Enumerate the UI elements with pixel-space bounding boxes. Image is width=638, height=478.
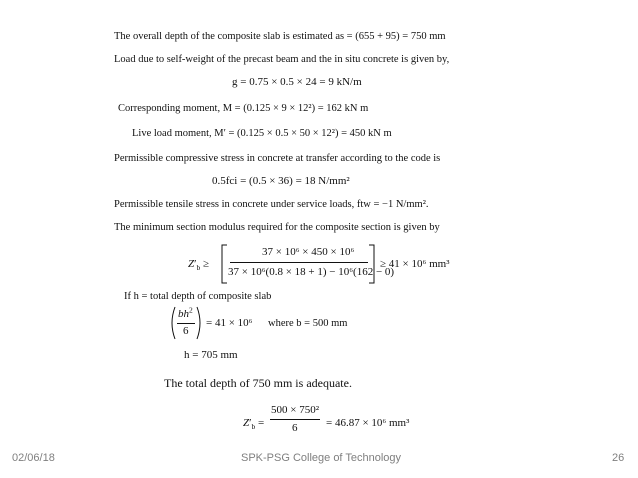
right-paren [196,306,204,340]
right-bracket [368,244,376,284]
zb-result: ≥ 41 × 10⁶ mm³ [380,258,450,270]
adequate-line: The total depth of 750 mm is adequate. [164,376,352,390]
left-bracket [220,244,228,284]
h-equation: h = 705 mm [184,349,238,361]
zb2-result: = 46.87 × 10⁶ mm³ [326,417,410,429]
permissible-compressive-line: Permissible compressive stress in concrete at transfer according to the code is [114,153,441,164]
footer-date: 02/06/18 [12,452,55,464]
footer-institution: SPK-PSG College of Technology [241,452,401,464]
depth-line: The overall depth of the composite slab is estimated as = (655 + 95) = 750 mm [114,31,446,42]
zb-fraction-bar [230,262,368,263]
live-moment-line: Live load moment, M′ = (0.125 × 0.5 × 50 × 12²) = 450 kN m [132,128,392,139]
bh2-numerator: $bh^2$ [178,305,193,320]
bh2-result: = 41 × 10⁶ [206,317,253,329]
fci-equation: 0.5fci = (0.5 × 36) = 18 N/mm² [212,175,350,187]
left-paren [168,306,176,340]
bh2-denominator: 6 [183,325,189,337]
moment-line: Corresponding moment, M = (0.125 × 9 × 12²) = 162 kN m [118,103,369,114]
bh2-fraction-bar [177,323,195,324]
zb-numerator: 37 × 10⁶ × 450 × 10⁶ [262,246,355,258]
zb-label: $Z'_b$ ≥ [188,258,210,273]
zb-denominator: 37 × 10⁶(0.8 × 18 + 1) − 10⁶(162 − 0) [228,266,395,278]
g-equation: g = 0.75 × 0.5 × 24 = 9 kN/m [232,76,362,88]
zb2-denominator: 6 [292,422,298,434]
zb2-label: $Z'_b$ = [243,417,265,432]
where-b-line: where b = 500 mm [268,318,348,329]
zb2-numerator: 500 × 750² [271,404,320,416]
min-section-modulus-line: The minimum section modulus required for the composite section is given by [114,222,440,233]
zb2-fraction-bar [270,419,320,420]
permissible-tensile-line: Permissible tensile stress in concrete under service loads, ftw = −1 N/mm². [114,199,429,210]
if-h-line: If h = total depth of composite slab [124,291,272,302]
footer-page-number: 26 [612,452,625,464]
load-intro-line: Load due to self-weight of the precast beam and the in situ concrete is given by, [114,54,450,65]
